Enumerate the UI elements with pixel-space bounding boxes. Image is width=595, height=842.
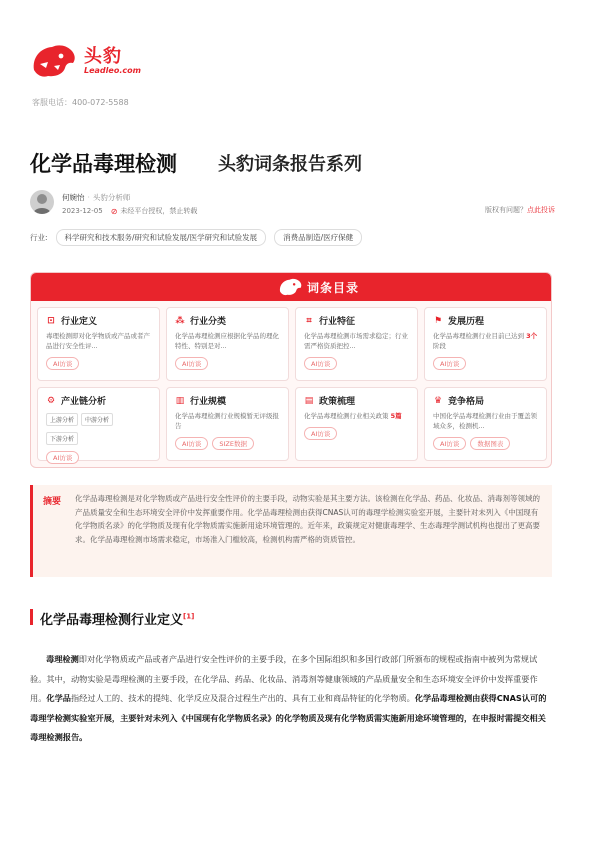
hotline: 客服电话：400-072-5588 <box>32 98 129 107</box>
toc-item-definition[interactable] <box>37 307 160 381</box>
toc-item-desc: 化学品毒理检测行业规模暂无评级报告 <box>175 412 279 430</box>
toc-item-history[interactable] <box>424 307 547 381</box>
toc-item-competition[interactable] <box>424 387 547 461</box>
paragraph-text: 指经过人工的、技术的提纯、化学反应及混合过程生产出的、具有工业和商品特征的化学物质。 <box>70 693 415 703</box>
ai-interview-pill[interactable]: AI访谈 <box>175 357 208 370</box>
toc-item-desc: 化学品毒理检测行业相关政策 5篇 <box>304 412 402 420</box>
toc-item-desc: 化学品毒理检测行业目前已达到 3个阶段 <box>433 332 538 350</box>
paragraph-text: 即对化学物质或产品或者产品进行安全性评价的主要手段，在多个国际组织和多国行政部门所颁布的规程或指南中被列为常规试验。其中，动物实验是毒理检测的主要手段，在化学品、药品、化妆品、消毒剂等健康领域的产品质量安全和生态环境安全评价中发挥重要作用。 <box>30 654 538 703</box>
copyright-question: 版权有问题？ <box>485 206 527 214</box>
toc-item-desc: 化学品毒理检测市场需求稳定；行业需严格资质把控... <box>304 332 408 350</box>
toc-item-title: 发展历程 <box>448 317 485 327</box>
industry-label: 行业: <box>30 233 48 242</box>
section-title-text: 化学品毒理检测行业定义 <box>40 613 184 628</box>
ai-interview-pill[interactable]: AI访谈 <box>46 451 79 464</box>
paragraph-emphasis: 化学品毒理检测由获得CNAS认可的毒理学检测实验室开展，主要针对未列入《中国现有化学物质名录》的化学物质及现有化学物质需实施新用途环境管理的，在申报时需提交相关毒理检测报告。 <box>30 693 547 742</box>
features-icon: ⌗ <box>306 315 312 326</box>
leopard-logo-icon <box>28 40 78 82</box>
toc-item-policy[interactable] <box>295 387 418 461</box>
size-data-pill[interactable]: SIZE数据 <box>212 437 254 450</box>
author-avatar <box>30 190 54 214</box>
toc-item-features[interactable] <box>295 307 418 381</box>
toc-panel <box>30 272 552 468</box>
toc-item-chain[interactable] <box>37 387 160 461</box>
ai-interview-pill[interactable]: AI访谈 <box>304 357 337 370</box>
author-line: 何婉怡 · 头豹分析师 <box>62 193 131 202</box>
ai-interview-pill[interactable]: AI访谈 <box>304 427 337 440</box>
section-marker <box>30 609 33 625</box>
term-toxicology-testing: 毒理检测 <box>46 654 79 664</box>
toc-title: 词条目录 <box>307 281 360 295</box>
toc-item-scale[interactable] <box>166 387 289 461</box>
complaint-link[interactable]: 点此投诉 <box>527 206 555 214</box>
abstract-box <box>30 485 552 577</box>
downstream-chip[interactable]: 下游分析 <box>46 432 78 445</box>
toc-header <box>31 273 551 301</box>
brand-domain: Leadleo.com <box>84 66 141 75</box>
chain-icon: ⚙ <box>46 395 56 406</box>
abstract-label: 摘要 <box>43 497 62 507</box>
bar-chart-icon: ▥ <box>175 395 185 406</box>
upstream-chip[interactable]: 上游分析 <box>46 413 78 426</box>
toc-item-title: 竞争格局 <box>448 397 485 407</box>
section-title <box>40 609 194 628</box>
toc-item-title: 行业定义 <box>61 317 98 327</box>
industry-tag[interactable]: 科学研究和技术服务/研究和试验发展/医学研究和试验发展 <box>56 229 267 246</box>
page-title: 化学品毒理检测 <box>30 152 177 176</box>
toc-item-classification[interactable] <box>166 307 289 381</box>
policy-icon: ▤ <box>304 395 314 406</box>
ai-interview-pill[interactable]: AI访谈 <box>46 357 79 370</box>
toc-item-desc: 毒理检测即对化学物质或产品或者产品进行安全性评... <box>46 332 150 350</box>
flag-icon: ⚑ <box>433 315 443 326</box>
series-title: 头豹词条报告系列 <box>218 154 362 175</box>
leopard-logo-icon <box>277 276 303 298</box>
ai-interview-pill[interactable]: AI访谈 <box>433 357 466 370</box>
author-role: 头豹分析师 <box>92 193 131 202</box>
abstract-text: 化学品毒理检测是对化学物质或产品进行安全性评价的主要手段，动物实验是其主要方法。该检测在化学品、药品、化妆品、消毒剂等领域的产品质量安全和生态环境安全评价中发挥重要作用。化学品毒理检测由获得CNAS认可的毒理学检测实验室开展，主要针对未列入《中国现有化学物质名录》的化学物质及现有化学物质需实施新用途环境管理的。近年来，政策规定对健康毒理学、生态毒理学测试机构也提出了更高要求。化学品毒理检测市场需求稳定，市场准入门槛较高，检测机构需严格的资质管控。 <box>75 494 540 544</box>
ai-interview-pill[interactable]: AI访谈 <box>433 437 466 450</box>
toc-item-title: 政策梳理 <box>319 397 356 407</box>
industry-row <box>30 229 362 246</box>
toc-item-title: 行业规模 <box>190 397 227 407</box>
industry-tag[interactable]: 消费品制造/医疗保健 <box>274 229 362 246</box>
midstream-chip[interactable]: 中游分析 <box>81 413 113 426</box>
brand-name: 头豹 <box>84 46 122 67</box>
toc-item-title: 行业分类 <box>190 317 227 327</box>
definition-paragraph <box>30 650 552 748</box>
toc-item-title: 产业链分析 <box>61 397 107 407</box>
term-chemicals: 化学品 <box>46 693 71 703</box>
ai-interview-pill[interactable]: AI访谈 <box>175 437 208 450</box>
author-name: 何婉怡 <box>62 193 85 202</box>
toc-item-desc: 化学品毒理检测应根据化学品的理化特性、特别是对... <box>175 332 279 350</box>
copyright-line <box>485 205 555 215</box>
no-repost-icon: ⊘ <box>110 206 118 216</box>
trophy-icon: ♛ <box>433 395 443 406</box>
data-chart-pill[interactable]: 数据图表 <box>470 437 510 450</box>
reference-mark[interactable]: [1] <box>183 612 195 621</box>
toc-item-desc: 中国化学品毒理检测行业由于覆盖领域众多，检测机... <box>433 412 537 430</box>
classification-icon: ⁂ <box>175 315 185 326</box>
meta-line <box>62 206 197 216</box>
toc-item-title: 行业特征 <box>319 317 356 327</box>
repost-notice: 未经平台授权，禁止转载 <box>120 207 198 215</box>
definition-icon: ⊡ <box>47 315 55 326</box>
publish-date: 2023-12-05 <box>62 207 103 215</box>
